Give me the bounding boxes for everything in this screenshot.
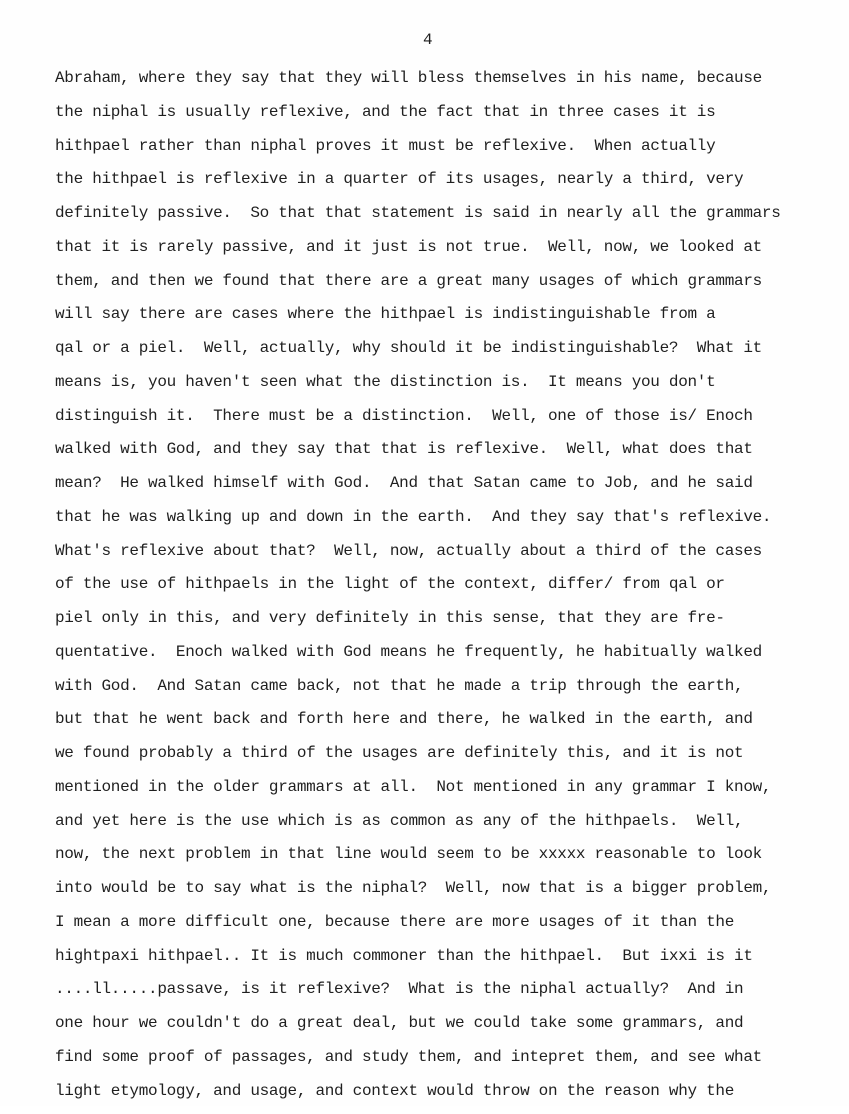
text-line: quentative. Enoch walked with God means he frequently, he habitually walked [55,642,845,676]
text-line: light etymology, and usage, and context would throw on the reason why the [55,1081,845,1114]
text-line: definitely passive. So that that statement is said in nearly all the grammars [55,203,845,237]
text-line: means is, you haven't seen what the distinction is. It means you don't [55,372,845,406]
text-line: we found probably a third of the usages are definitely this, and it is not [55,743,845,777]
text-line: that he was walking up and down in the earth. And they say that's reflexive. [55,507,845,541]
text-line: mean? He walked himself with God. And that Satan came to Job, and he said [55,473,845,507]
text-line: mentioned in the older grammars at all. Not mentioned in any grammar I know, [55,777,845,811]
text-line: Abraham, where they say that they will bless themselves in his name, because [55,68,845,102]
text-line: ....ll.....passave, is it reflexive? What is the niphal actually? And in [55,979,845,1013]
text-line: will say there are cases where the hithpael is indistinguishable from a [55,304,845,338]
text-line: one hour we couldn't do a great deal, but we could take some grammars, and [55,1013,845,1047]
text-line: that it is rarely passive, and it just is not true. Well, now, we looked at [55,237,845,271]
text-line: the hithpael is reflexive in a quarter of its usages, nearly a third, very [55,169,845,203]
text-line: What's reflexive about that? Well, now, actually about a third of the cases [55,541,845,575]
text-line: now, the next problem in that line would seem to be xxxxx reasonable to look [55,844,845,878]
text-line: find some proof of passages, and study them, and intepret them, and see what [55,1047,845,1081]
body-text [55,68,845,1114]
text-line: I mean a more difficult one, because there are more usages of it than the [55,912,845,946]
text-line: hightpaxi hithpael.. It is much commoner than the hithpael. But ixxi is it [55,946,845,980]
text-line: hithpael rather than niphal proves it must be reflexive. When actually [55,136,845,170]
text-line: into would be to say what is the niphal? Well, now that is a bigger problem, [55,878,845,912]
text-line: piel only in this, and very definitely in this sense, that they are fre- [55,608,845,642]
text-line: of the use of hithpaels in the light of the context, differ/ from qal or [55,574,845,608]
page-number: 4 [423,30,433,50]
text-line: walked with God, and they say that that is reflexive. Well, what does that [55,439,845,473]
text-line: them, and then we found that there are a great many usages of which grammars [55,271,845,305]
text-line: with God. And Satan came back, not that he made a trip through the earth, [55,676,845,710]
text-line: but that he went back and forth here and there, he walked in the earth, and [55,709,845,743]
text-line: the niphal is usually reflexive, and the fact that in three cases it is [55,102,845,136]
text-line: distinguish it. There must be a distinction. Well, one of those is/ Enoch [55,406,845,440]
text-line: and yet here is the use which is as common as any of the hithpaels. Well, [55,811,845,845]
text-line: qal or a piel. Well, actually, why should it be indistinguishable? What it [55,338,845,372]
